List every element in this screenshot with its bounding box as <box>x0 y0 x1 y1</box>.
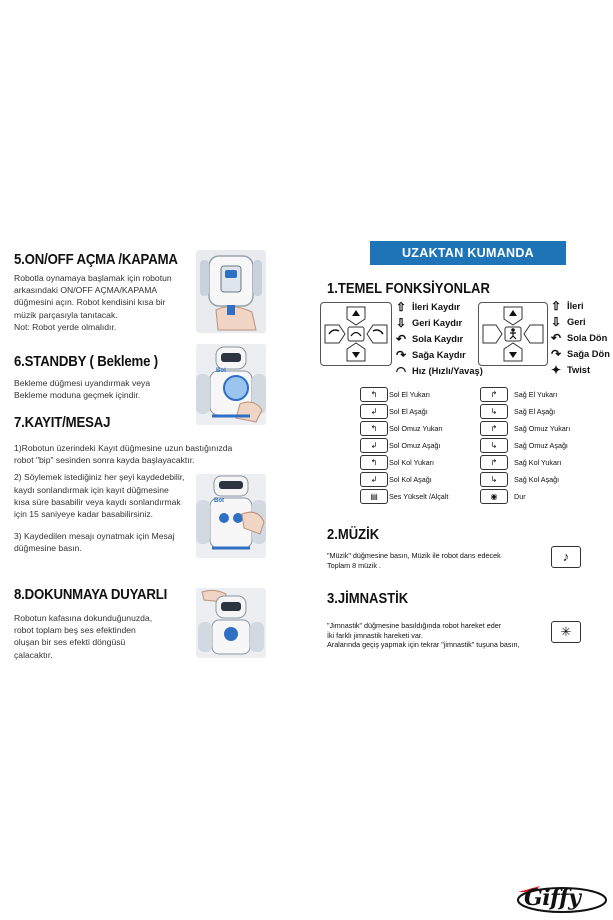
left-arm-down-button-icon: ↲ <box>360 472 388 487</box>
right-shoulder-up-button-icon: ↱ <box>480 421 508 436</box>
function-label: Hız (Hızlı/Yavaş) <box>412 366 483 376</box>
arrow-up-icon: ⇧ <box>550 299 562 313</box>
text-line: 2) Söylemek istediğiniz her şeyi kaydedebilir, <box>14 472 185 483</box>
text-line: için 15 saniyeye kadar basabilirsiniz. <box>14 509 154 520</box>
text-line: düğmesine basın. <box>14 543 82 554</box>
button-label: Sol Kol Aşağı <box>389 475 432 484</box>
text-line: "Jimnastik" düğmesine basıldığında robot hareket eder <box>327 621 502 630</box>
button-label: Sağ El Yukarı <box>514 390 558 399</box>
function-label: İleri Kaydır <box>412 302 461 312</box>
function-row <box>549 314 610 330</box>
button-label: Sol Kol Yukarı <box>389 458 435 467</box>
section-5-text <box>14 272 194 333</box>
dpad-right-diagram <box>478 302 548 366</box>
left-shoulder-up-button-icon: ↰ <box>360 421 388 436</box>
text-line: çalacaktır. <box>14 649 53 660</box>
robot-back-switch-image <box>196 250 266 333</box>
section-7-text <box>14 442 233 555</box>
robot-label: Bot <box>214 498 224 504</box>
function-row <box>394 331 483 347</box>
text-line: müzik parçasıyla tanıtacak. <box>14 309 118 320</box>
speed-gauge-icon: ◠ <box>395 364 407 378</box>
left-function-list <box>394 299 483 379</box>
button-label: Dur <box>514 492 526 501</box>
text-line: İki farklı jimnastik hareketi var. <box>327 630 423 640</box>
function-label: Sağa Kaydır <box>412 350 466 360</box>
function-label: Sola Kaydır <box>412 334 464 344</box>
function-row <box>549 362 610 378</box>
text-line: Robotla oynamaya başlamak için robotun <box>14 273 172 283</box>
button-label: Sağ El Aşağı <box>514 407 556 416</box>
remote-banner: UZAKTAN KUMANDA <box>370 241 566 265</box>
right-arm-up-button-icon: ↱ <box>480 455 508 470</box>
section-2-text <box>327 551 501 570</box>
robot-touch-image <box>196 588 266 658</box>
left-shoulder-down-button-icon: ↲ <box>360 438 388 453</box>
section-3-text <box>327 621 519 650</box>
robot-record-image <box>196 474 266 558</box>
right-hand-down-button-icon: ↳ <box>480 404 508 419</box>
stop-button-icon: ◉ <box>480 489 508 504</box>
function-row <box>549 346 610 362</box>
music-note-icon: ♪ <box>551 546 581 568</box>
function-label: Sağa Dön <box>567 349 610 359</box>
text-line <box>14 520 214 530</box>
twist-icon: ✦ <box>550 363 562 377</box>
text-line: Bekleme moduna geçmek içindir. <box>14 390 141 401</box>
text-line: kısa süre basabilir veya kaydı sonlandırmak <box>14 496 181 507</box>
text-line: Aralarında geçiş yapmak için tekrar "jimnastik" tuşuna basın, <box>327 640 520 650</box>
gymnastics-figure-icon: ✳ <box>551 621 581 643</box>
arrow-down-icon: ⇩ <box>550 315 562 329</box>
function-row <box>549 298 610 314</box>
right-hand-up-button-icon: ↱ <box>480 387 508 402</box>
text-line: oluşan bir ses efekti döngüsü <box>14 637 126 648</box>
function-row <box>394 315 483 331</box>
function-label: İleri <box>567 301 584 311</box>
right-arm-down-button-icon: ↳ <box>480 472 508 487</box>
turn-right-icon: ↷ <box>550 347 562 361</box>
button-label: Sol El Yukarı <box>389 390 431 399</box>
text-line: Not: Robot yerde olmalıdır. <box>14 321 117 332</box>
dpad-left-diagram <box>320 302 392 366</box>
robot-label: Bot <box>216 368 226 374</box>
logo-text: Giffy <box>524 885 581 911</box>
function-row <box>549 330 610 346</box>
function-label: Sola Dön <box>567 333 608 343</box>
robot-standby-image <box>196 344 266 425</box>
text-line: düğmesini açın. Robot kendisini kısa bir <box>14 297 166 308</box>
text-line: 3) Kaydedilen mesajı oynatmak için Mesaj <box>14 531 175 542</box>
text-line: "Müzik" düğmesine basın, Müzik ile robot dans edecek <box>327 551 501 560</box>
section-5-title: 5.ON/OFF AÇMA /KAPAMA <box>14 251 178 268</box>
button-label: Sol El Aşağı <box>389 407 428 416</box>
text-line: Bekleme düğmesi uyandırmak veya <box>14 378 151 388</box>
arrow-down-icon: ⇩ <box>395 316 407 330</box>
section-2-title: 2.MÜZİK <box>327 527 380 543</box>
turn-right-icon: ↷ <box>395 348 407 362</box>
section-6-text <box>14 377 194 401</box>
section-6-title: 6.STANDBY ( Bekleme ) <box>14 353 159 370</box>
text-line: arkasındaki ON/OFF AÇMA/KAPAMA <box>14 285 158 296</box>
text-line: robot "bip" sesinden sonra kayda başlayacaktır. <box>14 455 195 466</box>
left-arm-up-button-icon: ↰ <box>360 455 388 470</box>
button-label: Sağ Kol Aşağı <box>514 475 560 484</box>
right-function-list <box>549 298 610 378</box>
text-line: robot toplam beş ses efektinden <box>14 625 136 636</box>
button-label: Sağ Omuz Yukarı <box>514 424 571 433</box>
function-label: Twist <box>567 365 591 375</box>
left-hand-down-button-icon: ↲ <box>360 404 388 419</box>
text-line: Robotun kafasına dokunduğunuzda, <box>14 613 153 623</box>
function-row <box>394 299 483 315</box>
section-7-title: 7.KAYIT/MESAJ <box>14 414 111 431</box>
turn-left-icon: ↶ <box>395 332 407 346</box>
button-label: Sol Omuz Aşağı <box>389 441 441 450</box>
right-shoulder-down-button-icon: ↳ <box>480 438 508 453</box>
text-line: Toplam 8 müzik . <box>327 560 381 570</box>
section-1-title: 1.TEMEL FONKSİYONLAR <box>327 281 490 297</box>
button-label: Sol Omuz Yukarı <box>389 424 443 433</box>
text-line: kaydı sonlandırmak için kayıt düğmesine <box>14 484 169 495</box>
button-label: Sağ Omuz Aşağı <box>514 441 568 450</box>
arrow-up-icon: ⇧ <box>395 300 407 314</box>
giffy-logo <box>512 876 608 914</box>
volume-button-icon: ▤ <box>360 489 388 504</box>
function-label: Geri Kaydır <box>412 318 463 328</box>
section-8-text <box>14 612 194 661</box>
section-8-title: 8.DOKUNMAYA DUYARLI <box>14 586 168 603</box>
function-row <box>394 347 483 363</box>
turn-left-icon: ↶ <box>550 331 562 345</box>
function-label: Geri <box>567 317 586 327</box>
function-row <box>394 363 483 379</box>
button-label: Sağ Kol Yukarı <box>514 458 562 467</box>
button-label: Ses Yükselt /Alçalt <box>389 492 449 501</box>
text-line: 1)Robotun üzerindeki Kayıt düğmesine uzun bastığınızda <box>14 443 233 453</box>
left-hand-up-button-icon: ↰ <box>360 387 388 402</box>
section-3-title: 3.JİMNASTİK <box>327 591 409 607</box>
